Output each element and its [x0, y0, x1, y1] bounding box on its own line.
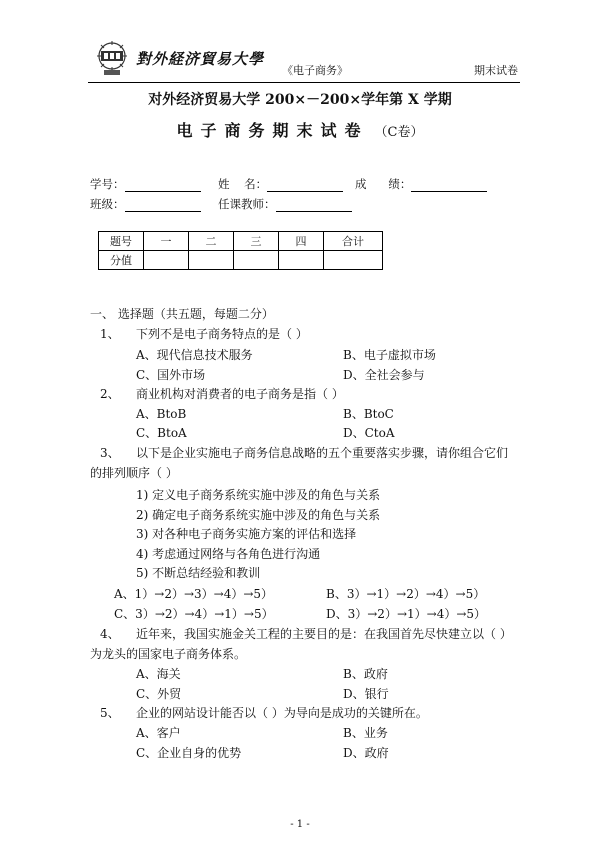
- option-a[interactable]: A、海关: [136, 667, 181, 681]
- teacher-blank[interactable]: [276, 199, 352, 212]
- step-item: 3) 对各种电子商务实施方案的评估和选择: [136, 527, 357, 541]
- score-cell[interactable]: [189, 251, 234, 270]
- option-b[interactable]: B、业务: [343, 726, 388, 740]
- step-item: 5) 不断总结经验和教训: [136, 566, 261, 580]
- option-d[interactable]: D、3）→2）→1）→4）→5）: [326, 607, 487, 621]
- section-title: 一、 选择题（共五题，每题二分）: [90, 307, 274, 321]
- score-table: [98, 231, 383, 270]
- step-item: 2) 确定电子商务系统实施中涉及的角色与关系: [136, 508, 381, 522]
- score-table-header: 四: [279, 232, 324, 251]
- question-text-continued: 为龙头的国家电子商务体系。: [90, 647, 247, 661]
- class-field[interactable]: 班级：: [90, 196, 201, 212]
- option-c[interactable]: C、BtoA: [136, 426, 187, 440]
- exam-title: [0, 118, 600, 141]
- name-field[interactable]: 姓 名：: [218, 176, 343, 192]
- question-number: 1、: [100, 327, 120, 341]
- option-d[interactable]: D、银行: [343, 687, 389, 701]
- score-table-header: 一: [144, 232, 189, 251]
- question-number: 2、: [100, 387, 120, 401]
- option-a[interactable]: A、客户: [136, 726, 181, 740]
- option-d[interactable]: D、CtoA: [343, 426, 395, 440]
- option-d[interactable]: D、政府: [343, 746, 389, 760]
- page-number: - 1 -: [290, 819, 310, 830]
- exam-heading: 对外经济贸易大学 200×－200×学年第 X 学期: [148, 92, 452, 108]
- score-table-header: 二: [189, 232, 234, 251]
- teacher-field[interactable]: 任课教师：: [218, 196, 352, 212]
- step-item: 1) 定义电子商务系统实施中涉及的角色与关系: [136, 488, 381, 502]
- option-b[interactable]: B、BtoC: [343, 407, 394, 421]
- exam-title-text: 电子商务期末试卷: [176, 121, 369, 140]
- score-table-header: 合计: [324, 232, 383, 251]
- page-header: [88, 40, 520, 83]
- question-number: 4、: [100, 627, 120, 641]
- option-b[interactable]: B、3）→1）→2）→4）→5）: [326, 587, 486, 601]
- score-table-value-row: [99, 251, 383, 270]
- score-cell[interactable]: [279, 251, 324, 270]
- score-table-header: 题号: [99, 232, 144, 251]
- class-blank[interactable]: [125, 199, 201, 212]
- option-b[interactable]: B、政府: [343, 667, 388, 681]
- university-name-script: 對外経济貿易大學: [136, 50, 265, 68]
- option-d[interactable]: D、全社会参与: [343, 368, 425, 382]
- score-table-row-label: 分值: [99, 251, 144, 270]
- option-a[interactable]: A、BtoB: [136, 407, 187, 421]
- student-id-blank[interactable]: [125, 179, 201, 192]
- option-c[interactable]: C、3）→2）→4）→1）→5）: [114, 607, 274, 621]
- score-cell[interactable]: [234, 251, 279, 270]
- university-logo: [90, 40, 134, 76]
- score-cell[interactable]: [144, 251, 189, 270]
- option-b[interactable]: B、电子虚拟市场: [343, 348, 436, 362]
- question-text: 以下是企业实施电子商务信息战略的五个重要落实步骤，请你组合它们: [136, 446, 509, 460]
- exam-version: （C卷）: [374, 125, 424, 140]
- option-c[interactable]: C、外贸: [136, 687, 182, 701]
- option-a[interactable]: A、现代信息技术服务: [136, 348, 253, 362]
- question-text: 下列不是电子商务特点的是（ ）: [136, 327, 308, 341]
- score-field[interactable]: 成 绩：: [355, 176, 487, 192]
- exam-type-header: 期末试卷: [474, 64, 518, 77]
- option-c[interactable]: C、企业自身的优势: [136, 746, 242, 760]
- score-table-header-row: [99, 232, 383, 251]
- question-text: 近年来，我国实施金关工程的主要目的是：在我国首先尽快建立以（ ）: [136, 627, 512, 641]
- question-number: 5、: [100, 706, 120, 720]
- score-table-header: 三: [234, 232, 279, 251]
- score-cell[interactable]: [324, 251, 383, 270]
- score-blank[interactable]: [411, 179, 487, 192]
- question-text-continued: 的排列顺序（ ）: [90, 466, 178, 480]
- step-item: 4) 考虑通过网络与各角色进行沟通: [136, 547, 321, 561]
- name-blank[interactable]: [267, 179, 343, 192]
- course-name-header: 《电子商务》: [282, 64, 348, 77]
- question-text: 企业的网站设计能否以（ ）为导向是成功的关键所在。: [136, 706, 428, 720]
- option-a[interactable]: A、1）→2）→3）→4）→5）: [114, 587, 274, 601]
- question-number: 3、: [100, 446, 120, 460]
- option-c[interactable]: C、国外市场: [136, 368, 206, 382]
- question-text: 商业机构对消费者的电子商务是指（ ）: [136, 387, 344, 401]
- student-id-field[interactable]: 学号：: [90, 176, 201, 192]
